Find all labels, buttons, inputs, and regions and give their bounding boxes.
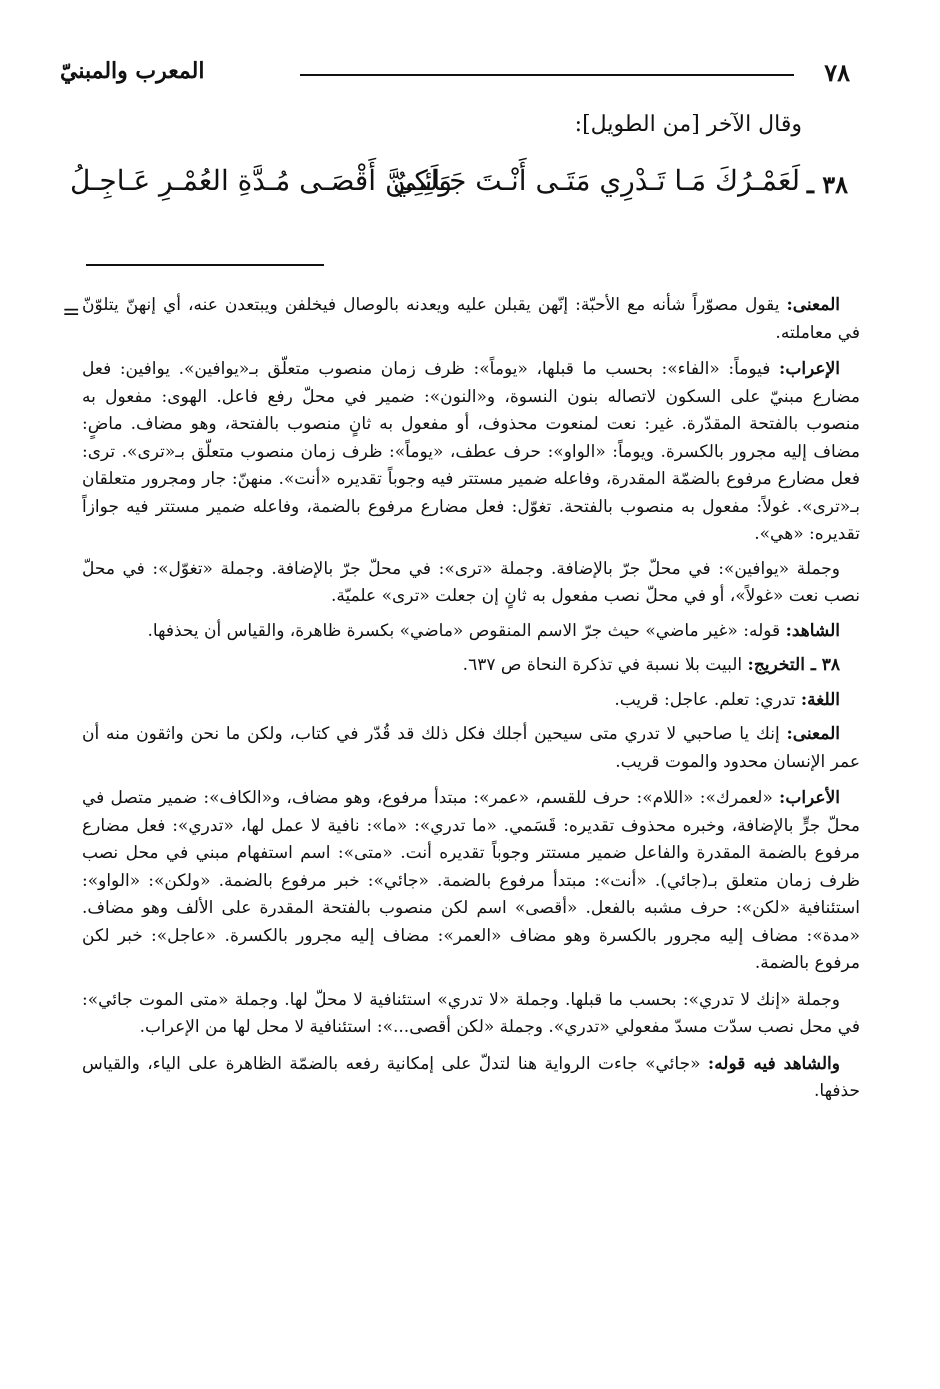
page-header: [60, 58, 850, 92]
paragraph-text: إنك يا صاحبي لا تدري متى سيحين أجلك فكل ذلك قد قُدّر في كتاب، ولكن ما نحن واثقون منه أن عمر الإنسان محدود والموت قريب.: [82, 724, 860, 772]
header-rule: [300, 74, 794, 76]
paragraph-term: اللغة:: [800, 689, 840, 710]
paragraph-meaning-2: [82, 721, 860, 776]
verse-intro: وقال الآخر [من الطويل]:: [574, 112, 802, 137]
paragraph-parsing-1: [82, 356, 860, 549]
paragraph-text: «لعمرك»: «اللام»: حرف للقسم، «عمر»: مبتدأ مرفوع، وهو مضاف، و«الكاف»: ضمير متصل في محلّ جرٍّ بالإضافة، وخبره محذوف تقديره: قَسَمي. «ما تدري»: «ما»: نافية لا عمل لها، «تدري»: فعل مضارع مرفوع بالضمة المقدرة والفاعل ضمير مستتر وجوباً تقديره أنت. «متى»: اسم استفهام مبني في محل نصب ظرف زمان متعلق بـ(جائي). «أنت»: مبتدأ مرفوع بالضمة. «جائي»: خبر مرفوع بالضمة. «ولكن»: «الواو»: استئنافية «لكن»: حرف مشبه بالفعل. «أقصى» اسم لكن منصوب بالفتحة المقدرة على الألف وهو مضاف. «مدة»: مضاف إليه مجرور بالكسرة وهو مضاف «العمر»: مضاف إليه مجرور بالكسرة. «عاجل»: خبر لكن مرفوع بالضمة.: [82, 788, 860, 973]
paragraph-evidence-2: [82, 1051, 860, 1106]
verse-hemistich-second: وَلَكِـنَّ أَقْصَـى مُـدَّةِ العُمْـرِ عَـاجِـلُ: [70, 164, 453, 197]
page-number: ٧٨: [824, 58, 850, 87]
continuation-mark: =: [62, 300, 81, 325]
paragraph-term: الأعراب:: [779, 788, 840, 808]
paragraph-term: الشاهد:: [785, 620, 840, 641]
paragraph-text: فيوماً: «الفاء»: بحسب ما قبلها، «يوماً»: ظرف زمان منصوب متعلّق بـ«يوافين». يوافين: فعل مضارع مبنيّ على السكون لاتصاله بنون النسوة، و«النون»: ضمير في محلّ رفع فاعل. الهوى: مفعول به منصوب بالفتحة المقدّرة. غير: نعت لمنعوت محذوف، أو مفعول به ثانٍ منصوب بالفتحة، وهو مضاف. ماضٍ: مضاف إليه مجرور بالكسرة. ويوماً: «الواو»: حرف عطف، «يوماً»: ظرف زمان منصوب متعلّق بـ«ترى». ترى: فعل مضارع مرفوع بالضمّة المقدرة، وفاعله ضمير مستتر فيه وجوباً تقديره «أنت». منهنّ: جار ومجرور متعلقان بـ«ترى». غولاً: مفعول به منصوب بالفتحة. تغوّل: فعل مضارع مرفوع بالضمة، وفاعله ضمير مستتر فيه جوازاً تقديره: «هي».: [82, 359, 860, 544]
paragraph-term: المعنى:: [786, 724, 840, 744]
paragraph-text: تدري: تعلم. عاجل: قريب.: [614, 689, 801, 710]
paragraph-text: وجملة «إنك لا تدري»: بحسب ما قبلها. وجملة «لا تدري» استئنافية لا محلّ لها. وجملة «متى الموت جائي»: في محل نصب سدّت مسدّ مفعولي «تدري». وجملة «لكن أقصى...»: استئنافية لا محل لها من الإعراب.: [82, 989, 860, 1037]
verse-hemistich-first: لَعَمْـرُكَ مَـا تَـدْرِي مَتَـى أَنْـتَ جَـائِـيٌ: [393, 164, 800, 197]
running-title: المعرب والمبنيّ: [60, 58, 205, 84]
paragraph-text: يقول مصوّراً شأنه مع الأحبّة: إنّهن يقبلن عليه ويعدنه بالوصال فيخلفن ويبتعدن عنه، أي إنهنّ يتلوّنّ في معاملته.: [82, 295, 860, 343]
paragraph-term: والشاهد فيه قوله:: [707, 1053, 840, 1074]
footnote-separator: [86, 264, 324, 266]
paragraph-text: قوله: «غير ماضي» حيث جرّ الاسم المنقوص «ماضي» بكسرة ظاهرة، والقياس أن يحذفها.: [147, 620, 786, 641]
paragraph-parsing-2: [82, 785, 860, 978]
verse-number: ٣٨ ـ: [806, 170, 848, 199]
paragraph-source: [82, 652, 860, 680]
paragraph-language: [82, 687, 860, 715]
paragraph-term: ٣٨ ـ التخريج:: [747, 655, 840, 675]
paragraph-evidence-1: [82, 618, 860, 646]
paragraph-text: «جائي» جاءت الرواية هنا لتدلّ على إمكانية رفعه بالضمّة الظاهرة على الياء، والقياس حذفها.: [82, 1053, 860, 1101]
commentary-body: [82, 292, 860, 1113]
verse-line: [70, 160, 848, 220]
paragraph-text: البيت بلا نسبة في تذكرة النحاة ص ٦٣٧.: [462, 655, 748, 675]
paragraph-term: المعنى:: [786, 295, 840, 315]
paragraph-meaning-1: [82, 292, 860, 347]
paragraph-clauses-1: [82, 556, 860, 611]
paragraph-clauses-2: [82, 987, 860, 1042]
paragraph-term: الإعراب:: [779, 359, 840, 379]
paragraph-text: وجملة «يوافين»: في محلّ جرّ بالإضافة. وجملة «ترى»: في محلّ جرّ بالإضافة. وجملة «تغوّل»: في محلّ نصب نعت «غولاً»، أو في محلّ نصب مفعول به ثانٍ إن جعلت «ترى» علميّة.: [82, 558, 860, 606]
